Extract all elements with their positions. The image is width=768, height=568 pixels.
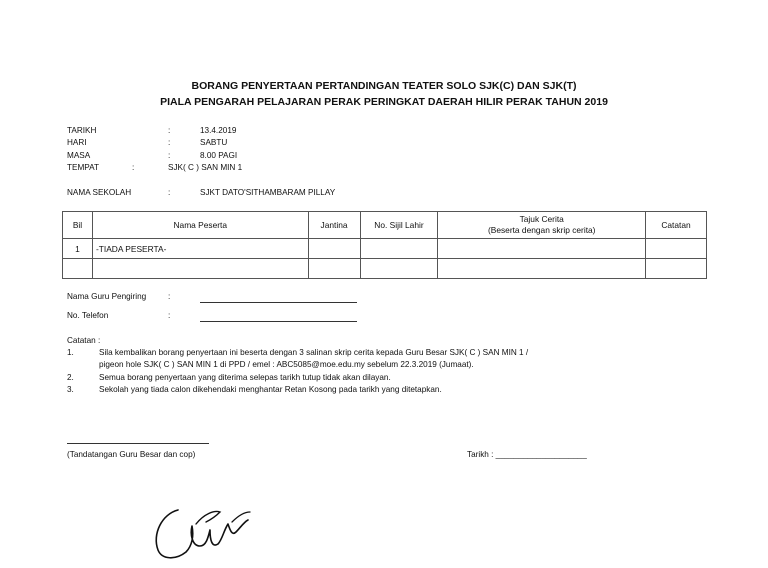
tarikh-label: Tarikh :: [467, 450, 496, 459]
cell-catatan: [646, 259, 707, 279]
tarikh-field[interactable]: [467, 450, 587, 459]
header-tajuk-line2: (Beserta dengan skrip cerita): [487, 225, 596, 235]
note-3-line1: Sekolah yang tiada calon dikehendaki menghantar Retan Kosong pada tarikh yang ditetapkan.: [99, 385, 442, 394]
cell-bil: [63, 259, 93, 279]
guru-pengiring-field[interactable]: [200, 302, 357, 303]
form-title-line2: PIALA PENGARAH PELAJARAN PERAK PERINGKAT DAERAH HILIR PERAK TAHUN 2019: [160, 96, 608, 108]
cell-bil: 1: [63, 239, 93, 259]
guru-pengiring-sep: :: [168, 292, 171, 301]
school-sep: :: [168, 188, 171, 197]
tarikh-blank: ____________________: [495, 450, 587, 459]
header-bil: Bil: [63, 212, 93, 239]
cell-jantina: [308, 259, 360, 279]
cell-nama: [92, 259, 308, 279]
detail-sep-hari: :: [168, 138, 171, 147]
note-1-line2: pigeon hole SJK( C ) SAN MIN 1 di PPD / emel : ABC5085@moe.edu.my sebelum 22.3.2019 (Jumaat).: [99, 360, 474, 369]
detail-value-masa: 8.00 PAGI: [200, 151, 238, 160]
table-row: [63, 259, 707, 279]
detail-sep-tarikh: :: [168, 126, 171, 135]
header-jantina: Jantina: [308, 212, 360, 239]
guru-pengiring-label: Nama Guru Pengiring: [67, 292, 147, 301]
handwritten-signature: [148, 500, 258, 566]
telefon-sep: :: [168, 311, 171, 320]
telefon-label: No. Telefon: [67, 311, 109, 320]
note-2-line1: Semua borang penyertaan yang diterima selepas tarikh tutup tidak akan dilayan.: [99, 373, 391, 382]
header-catatan: Catatan: [646, 212, 707, 239]
detail-label-masa: MASA: [67, 151, 91, 160]
entry-table: [62, 211, 707, 279]
note-1-line1: Sila kembalikan borang penyertaan ini beserta dengan 3 salinan skrip cerita kepada Guru Besar SJK( C ) SAN MIN 1 /: [99, 348, 529, 357]
notes-heading: Catatan :: [67, 336, 101, 345]
cell-sijil: [360, 259, 438, 279]
table-header-row: [63, 212, 707, 239]
signature-caption: (Tandatangan Guru Besar dan cop): [67, 450, 196, 459]
header-tajuk-line1: Tajuk Cerita: [519, 214, 564, 224]
header-nama-peserta: Nama Peserta: [92, 212, 308, 239]
detail-sep-masa: :: [168, 151, 171, 160]
note-1-number: 1.: [67, 348, 74, 357]
detail-label-tempat: TEMPAT: [67, 163, 99, 172]
cell-jantina: [308, 239, 360, 259]
cell-sijil: [360, 239, 438, 259]
telefon-field[interactable]: [200, 321, 357, 322]
detail-label-hari: HARI: [67, 138, 87, 147]
cell-nama: -TIADA PESERTA-: [92, 239, 308, 259]
detail-value-hari: SABTU: [200, 138, 228, 147]
detail-sep-tempat: :: [132, 163, 135, 172]
cell-catatan: [646, 239, 707, 259]
note-3-number: 3.: [67, 385, 74, 394]
note-2-number: 2.: [67, 373, 74, 382]
header-no-sijil-lahir: No. Sijil Lahir: [360, 212, 438, 239]
cell-tajuk: [438, 239, 646, 259]
table-row: [63, 239, 707, 259]
form-title-line1: BORANG PENYERTAAN PERTANDINGAN TEATER SOLO SJK(C) DAN SJK(T): [191, 80, 577, 92]
signature-line: [67, 443, 209, 444]
detail-value-tempat: SJK( C ) SAN MIN 1: [168, 163, 243, 172]
school-label: NAMA SEKOLAH: [67, 188, 132, 197]
detail-label-tarikh: TARIKH: [67, 126, 97, 135]
detail-value-tarikh: 13.4.2019: [200, 126, 237, 135]
school-value: SJKT DATO'SITHAMBARAM PILLAY: [200, 188, 336, 197]
cell-tajuk: [438, 259, 646, 279]
header-tajuk-cerita: [438, 212, 646, 239]
